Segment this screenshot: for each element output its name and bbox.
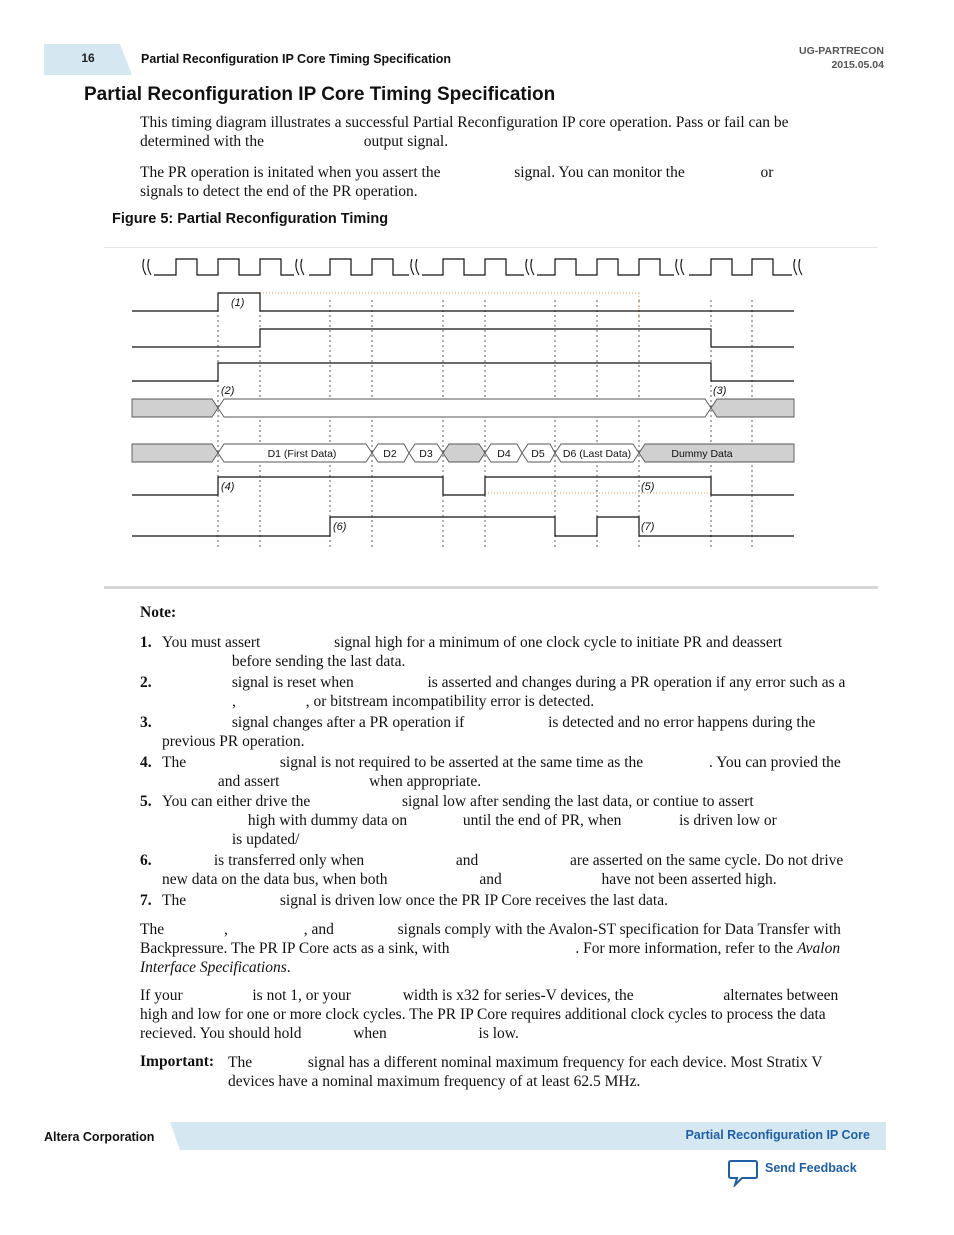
- note-3: 3. signal changes after a PR operation if is detected and no error happens during the previous PR operation.: [140, 714, 816, 750]
- data-label-d1: D1 (First Data): [267, 448, 337, 460]
- intro-paragraph-1: This timing diagram illustrates a successful Partial Reconfiguration IP core operation. Pass or fail can be determined with the output signal.: [140, 114, 789, 150]
- width-paragraph: If your is not 1, or your width is x32 for series-V devices, the alternates between high and low for one or more clock cycles. The PR IP Core requires additional clock cycles to process the data recieved. You should hold when is low.: [140, 987, 839, 1042]
- figure-bottom-rule: [104, 586, 878, 589]
- status-bus: [132, 399, 794, 417]
- note-1: 1. You must assert signal high for a minimum of one clock cycle to initiate PR and deassert before sending the last data.: [140, 634, 783, 670]
- cycle-guides: [218, 300, 752, 548]
- note-6: 6. is transferred only when and are asserted on the same cycle. Do not drive new data on the data bus, when both and have not been asserted high.: [140, 852, 844, 888]
- footer-product-name: Partial Reconfiguration IP Core: [685, 1128, 870, 1142]
- important-text: The signal has a different nominal maximum frequency for each device. Most Stratix V devices have a nominal maximum frequency of at least 62.5 MHz.: [228, 1054, 823, 1090]
- callout-2: (2): [221, 385, 235, 397]
- data-label-d2: D2: [383, 448, 397, 460]
- speech-bubble-icon[interactable]: [728, 1159, 758, 1187]
- busy-waveform: [132, 329, 794, 347]
- intro-paragraph-2: The PR operation is initated when you assert the signal. You can monitor the or signals to detect the end of the PR operation.: [140, 164, 774, 200]
- status-strobe-waveform: [132, 363, 794, 381]
- note-4: 4. The signal is not required to be asserted at the same time as the . You can provied the and assert when appropriate.: [140, 754, 841, 790]
- highlight-lines: [260, 293, 711, 493]
- running-title: Partial Reconfiguration IP Core Timing Specification: [141, 52, 452, 66]
- data-label-d4: D4: [497, 448, 511, 460]
- clock-waveform: [154, 259, 792, 275]
- note-2: 2. signal is reset when is asserted and changes during a PR operation if any error such as a , , or bitstream incompatibility error is detected.: [140, 674, 846, 710]
- figure-top-rule: [104, 247, 878, 248]
- important-label: Important:: [140, 1053, 215, 1070]
- timing-diagram: [104, 250, 878, 584]
- note-label: Note:: [140, 604, 177, 621]
- avalon-paragraph: The , , and signals comply with the Avalon-ST specification for Data Transfer with Backpressure. The PR IP Core acts as a sink, with . For more information, refer to the Avalon Interface Specifications.: [140, 921, 841, 976]
- clock-break-marks: [143, 259, 802, 275]
- document-date: 2015.05.04: [831, 59, 884, 71]
- note-7: 7. The signal is driven low once the PR IP Core receives the last data.: [140, 892, 668, 909]
- figure-caption: Figure 5: Partial Reconfiguration Timing: [112, 211, 389, 227]
- data-ready-waveform: [132, 517, 794, 536]
- document-id-block: [799, 44, 884, 72]
- note-5: 5. You can either drive the signal low after sending the last data, or contiue to assert high with dummy data on until the end of PR, when is driven low or is updated/: [140, 793, 777, 848]
- footer-company: Altera Corporation: [44, 1130, 155, 1144]
- data-label-d6: D6 (Last Data): [562, 448, 632, 460]
- data-label-d5: D5: [531, 448, 545, 460]
- page-number: 16: [81, 51, 95, 65]
- callout-5: (5): [641, 481, 655, 493]
- data-label-d3: D3: [419, 448, 433, 460]
- data-label-dummy: Dummy Data: [671, 448, 733, 460]
- callout-3: (3): [713, 385, 727, 397]
- callout-4: (4): [221, 481, 235, 493]
- send-feedback-link[interactable]: Send Feedback: [765, 1161, 857, 1175]
- callout-6: (6): [333, 521, 347, 533]
- avalon-spec-reference: Avalon Interface Specifications: [140, 940, 841, 976]
- document-id: UG-PARTRECON: [799, 45, 884, 57]
- callout-7: (7): [641, 521, 655, 533]
- callout-1: (1): [231, 297, 245, 309]
- section-title: Partial Reconfiguration IP Core Timing Specification: [84, 84, 556, 105]
